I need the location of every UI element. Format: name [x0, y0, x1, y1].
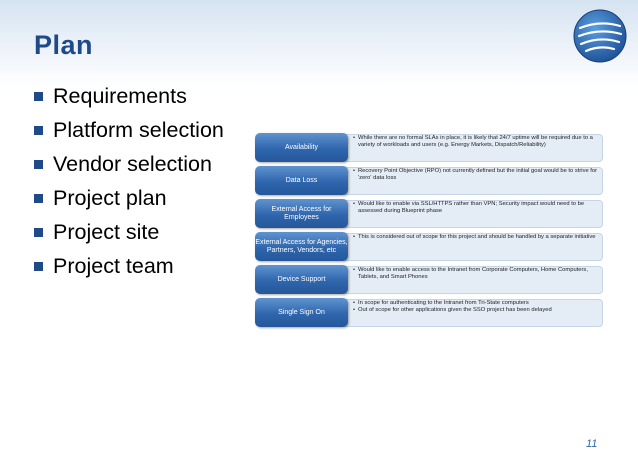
category-description: • In scope for authenticating to the Intranet from Tri-State computers • Out of scope for other applications given the SSO project has been delayed [353, 300, 552, 313]
slide-title: Plan [34, 30, 94, 60]
table-row [255, 199, 603, 228]
category-description: • Would like to enable via SSL/HTTPS rather than VPN; Security impact would need to be assessed during Blueprint phase [353, 201, 585, 214]
category-description: • Recovery Point Objective (RPO) not currently defined but the initial goal would be to strive for 'zero' data loss [353, 168, 598, 181]
category-label: Device Support [255, 265, 348, 294]
category-label: Data Loss [255, 166, 348, 195]
bullet-item: Platform selection [34, 118, 249, 143]
bullet-square-icon [34, 126, 43, 135]
header-band [0, 0, 638, 88]
bullet-item: Project site [34, 220, 249, 245]
bullet-item: Requirements [34, 84, 249, 109]
bullet-square-icon [34, 92, 43, 101]
bullet-item: Project plan [34, 186, 249, 211]
table-row [255, 298, 603, 327]
bullet-square-icon [34, 228, 43, 237]
bullet-square-icon [34, 160, 43, 169]
category-label: External Access for Agencies, Partners, Vendors, etc [255, 232, 348, 261]
category-description: • This is considered out of scope for this project and should be handled by a separate initiative [353, 234, 596, 240]
bullet-square-icon [34, 194, 43, 203]
category-label: Availability [255, 133, 348, 162]
company-logo-icon [572, 8, 628, 64]
requirements-table [255, 133, 603, 331]
category-description: • Would like to enable access to the Intranet from Corporate Computers, Home Computers, Tablets, and Smart Phones [353, 267, 588, 280]
table-row [255, 133, 603, 162]
bullet-item: Vendor selection [34, 152, 249, 177]
table-row [255, 232, 603, 261]
category-description: • While there are no formal SLAs in place, it is likely that 24/7 uptime will be required due to a variety of workloads and users (e.g. Energy Markets, Dispatch/Reliability) [353, 135, 593, 148]
table-row [255, 166, 603, 195]
category-label: External Access for Employees [255, 199, 348, 228]
bullet-square-icon [34, 262, 43, 271]
bullet-list [34, 84, 249, 288]
bullet-item: Project team [34, 254, 249, 279]
category-label: Single Sign On [255, 298, 348, 327]
table-row [255, 265, 603, 294]
page-number: 11 [586, 438, 598, 450]
